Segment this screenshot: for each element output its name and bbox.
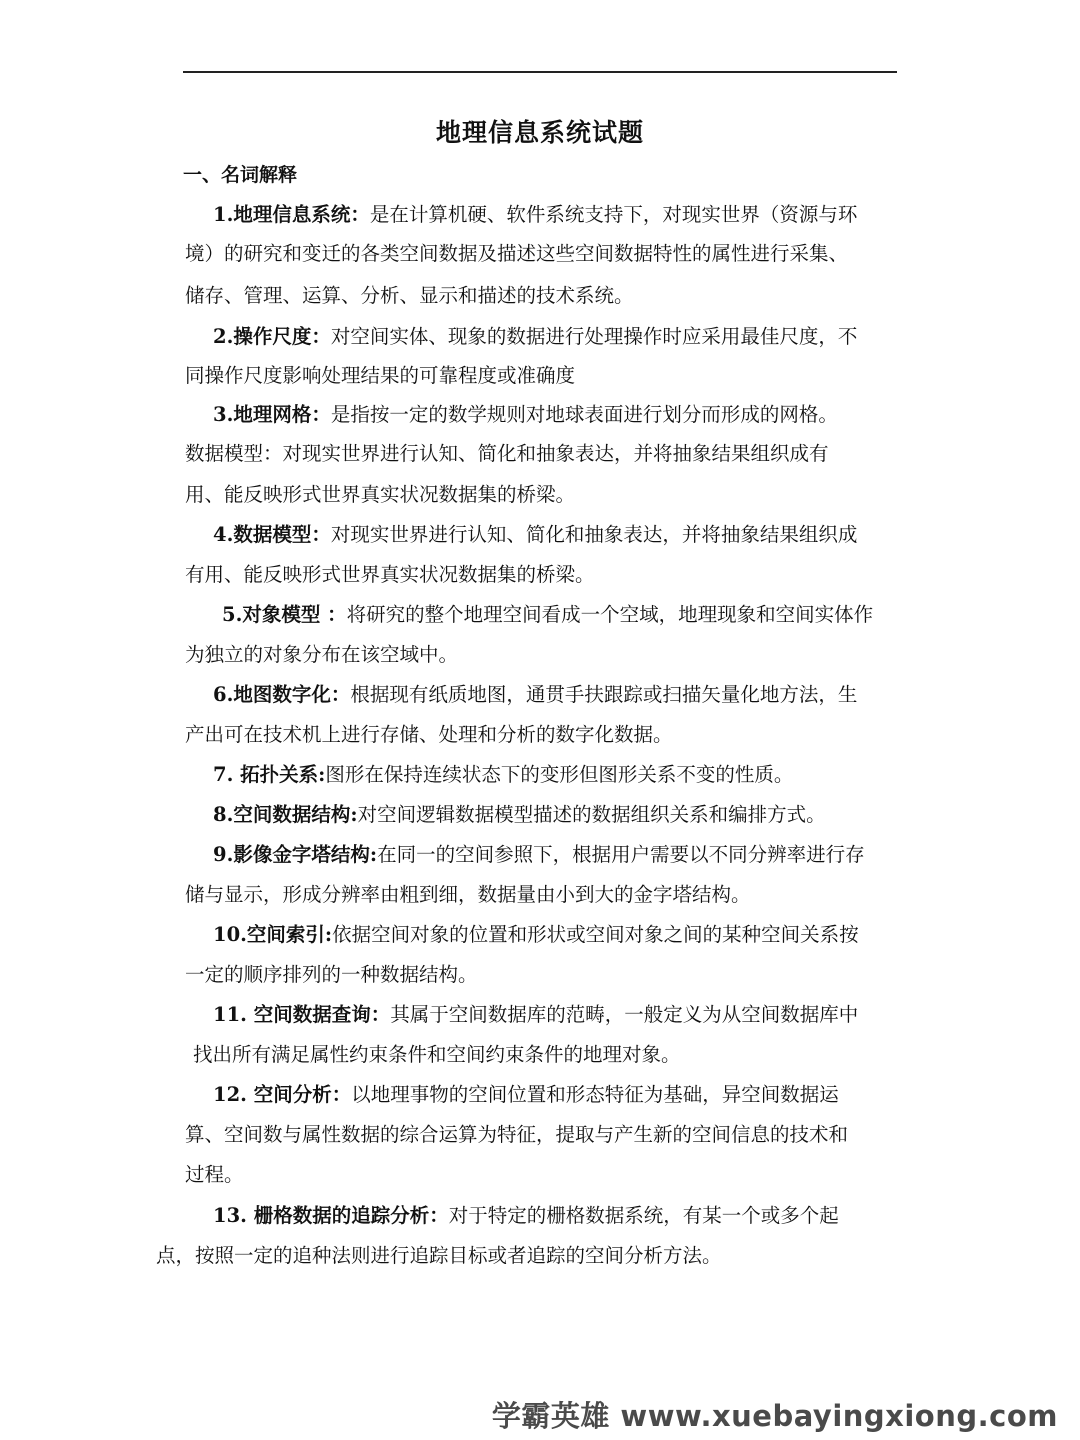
entry-text: 对于特定的栅格数据系统，有某一个或多个起: [448, 1204, 839, 1227]
entry-4-line-1: [213, 521, 857, 549]
entry-term: 10.空间索引:: [213, 923, 333, 946]
entry-9-line-1: [213, 841, 865, 869]
entry-text: 是指按一定的数学规则对地球表面进行划分而形成的网格。: [330, 403, 838, 426]
entry-13-line-2: 点，按照一定的追种法则进行追踪目标或者追踪的空间分析方法。: [156, 1244, 722, 1267]
entry-10-line-2: 一定的顺序排列的一种数据结构。: [185, 963, 478, 986]
entry-6-line-1: [213, 681, 857, 709]
entry-7-line-1: [213, 761, 793, 789]
entry-term: 1.地理信息系统：: [213, 203, 370, 226]
entry-term: 13. 栅格数据的追踪分析：: [213, 1204, 449, 1227]
entry-text: 对现实世界进行认知、简化和抽象表达，并将抽象结果组织成: [330, 523, 858, 546]
entry-2-line-2: 同操作尺度影响处理结果的可靠程度或准确度: [185, 364, 576, 387]
entry-12-line-3: 过程。: [185, 1163, 244, 1186]
entry-12-line-1: [213, 1081, 839, 1109]
entry-9-line-2: 储与显示，形成分辨率由粗到细，数据量由小到大的金字塔结构。: [185, 883, 751, 906]
entry-5-line-2: 为独立的对象分布在该空域中。: [185, 643, 459, 666]
entry-1-line-2: 境）的研究和变迁的各类空间数据及描述这些空间数据特性的属性进行采集、: [185, 242, 849, 265]
entry-3-line-3: 用、能反映形式世界真实状况数据集的桥梁。: [185, 483, 576, 506]
entry-8-line-1: [213, 801, 826, 829]
entry-3-line-1: [213, 401, 838, 429]
entry-3-line-2: 数据模型：对现实世界进行认知、简化和抽象表达，并将抽象结果组织成有: [185, 442, 829, 465]
entry-term: 11. 空间数据查询：: [213, 1003, 391, 1026]
entry-1-line-1: [213, 201, 857, 229]
header-rule: [183, 71, 897, 73]
entry-2-line-1: [213, 323, 857, 351]
entry-11-line-2: 找出所有满足属性约束条件和空间约束条件的地理对象。: [193, 1043, 681, 1066]
document-title: 地理信息系统试题: [435, 118, 644, 147]
entry-term: 5.对象模型 ：: [222, 603, 347, 626]
entry-12-line-2: 算、空间数与属性数据的综合运算为特征，提取与产生新的空间信息的技术和: [185, 1123, 849, 1146]
site-watermark: 学霸英雄 www.xuebayingxiong.com: [491, 1399, 1058, 1433]
entry-term: 9.影像金字塔结构:: [213, 843, 378, 866]
entry-text: 其属于空间数据库的范畴，一般定义为从空间数据库中: [390, 1003, 859, 1026]
entry-text: 对空间实体、现象的数据进行处理操作时应采用最佳尺度，不: [330, 325, 858, 348]
entry-1-line-3: 储存、管理、运算、分析、显示和描述的技术系统。: [185, 284, 634, 307]
entry-text: 是在计算机硬、软件系统支持下，对现实世界（资源与环: [369, 203, 858, 226]
entry-text: 在同一的空间参照下，根据用户需要以不同分辨率进行存: [377, 843, 865, 866]
entry-term: 7. 拓扑关系:: [213, 763, 326, 786]
entry-term: 8.空间数据结构:: [213, 803, 358, 826]
entry-term: 2.操作尺度：: [213, 325, 331, 348]
entry-13-line-1: [213, 1202, 839, 1230]
entry-term: 4.数据模型：: [213, 523, 331, 546]
entry-10-line-1: [213, 921, 859, 949]
entry-5-line-1: [222, 601, 873, 629]
entry-text: 图形在保持连续状态下的变形但图形关系不变的性质。: [325, 763, 794, 786]
section-heading: 一、名词解释: [183, 164, 298, 186]
entry-6-line-2: 产出可在技术机上进行存储、处理和分析的数字化数据。: [185, 723, 673, 746]
entry-term: 6.地图数字化：: [213, 683, 351, 706]
entry-text: 将研究的整个地理空间看成一个空域，地理现象和空间实体作: [346, 603, 874, 626]
entry-term: 12. 空间分析：: [213, 1083, 352, 1106]
entry-term: 3.地理网格：: [213, 403, 331, 426]
entry-text: 依据空间对象的位置和形状或空间对象之间的某种空间关系按: [332, 923, 859, 946]
entry-text: 对空间逻辑数据模型描述的数据组织关系和编排方式。: [357, 803, 826, 826]
entry-text: 根据现有纸质地图，通贯手扶跟踪或扫描矢量化地方法，生: [350, 683, 858, 706]
entry-text: 以地理事物的空间位置和形态特征为基础，异空间数据运: [351, 1083, 839, 1106]
entry-11-line-1: [213, 1001, 858, 1029]
entry-4-line-2: 有用、能反映形式世界真实状况数据集的桥梁。: [185, 563, 595, 586]
